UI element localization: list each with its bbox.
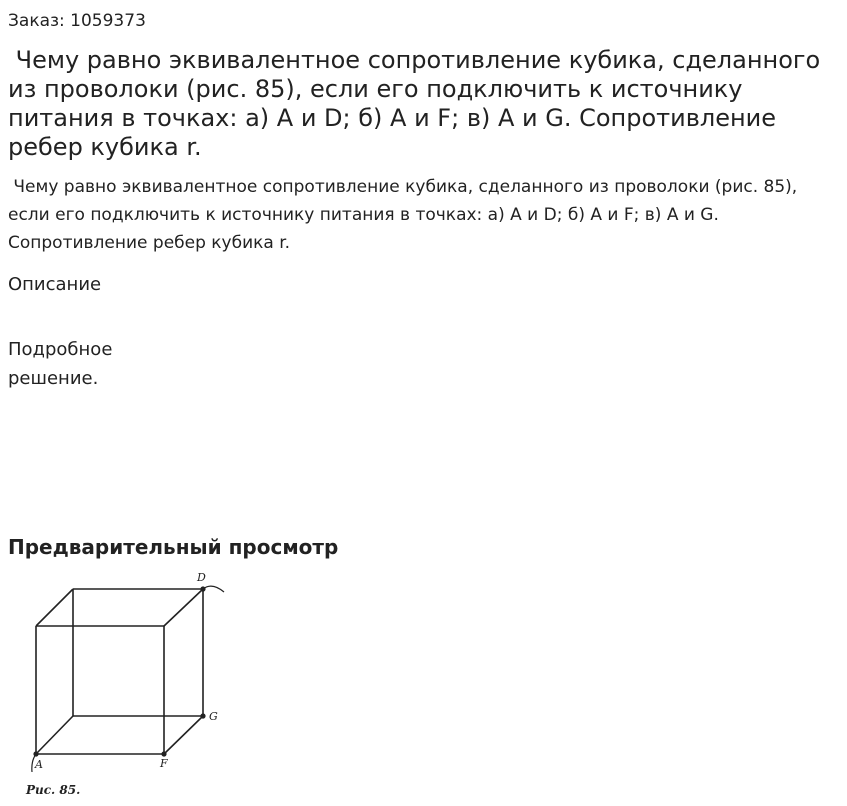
vertex-dot [161,751,166,756]
figure-caption: Рис. 85. [26,783,81,797]
cube-edge [36,589,73,626]
solution-note [8,335,138,393]
cube-edge [164,589,203,626]
vertex-label-d: D [197,571,206,584]
lead-wire [203,586,224,592]
question-headline: Чему равно эквивалентное сопротивление кубика, сделанного из проволоки (рис. 85), если его подключить к источнику питания в точках: а) A и D; б) A и F; в) A и G. Сопротивление ребер кубика r. [8,46,828,161]
cube-edge [36,716,73,754]
vertex-label-f: F [160,757,168,770]
vertex-dot [200,713,205,718]
cube-edge [164,716,203,754]
vertex-dot [33,751,38,756]
vertex-label-a: A [35,758,43,771]
preview-heading: Предварительный просмотр [8,535,339,559]
cube-diagram [20,568,240,800]
vertex-dot [200,586,205,591]
order-number: Заказ: 1059373 [8,11,146,31]
solution-note-line: решение. [8,368,99,389]
vertex-label-g: G [209,710,218,723]
question-text: Чему равно эквивалентное сопротивление кубика, сделанного из проволоки (рис. 85), если его подключить к источнику питания в точках: а) A и D; б) A и F; в) A и G. Сопротивление ребер кубика r. [8,177,803,253]
cube-figure [20,568,240,800]
description-label: Описание [8,274,102,295]
solution-note-line: Подробное [8,339,113,360]
